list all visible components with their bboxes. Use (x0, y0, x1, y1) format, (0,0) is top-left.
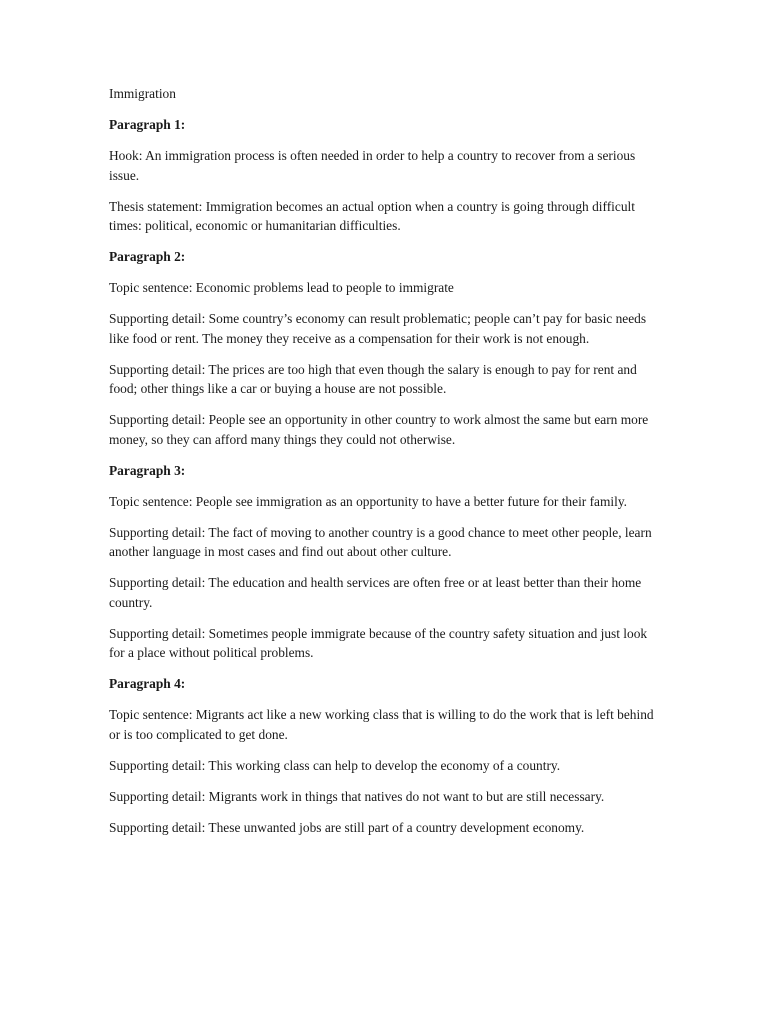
supporting-detail-text: Supporting detail: The fact of moving to another country is a good chance to meet other people, learn another language in most cases and find out about other culture. (109, 524, 652, 559)
section-heading: Paragraph 4: (109, 676, 186, 691)
document-page (109, 84, 664, 849)
supporting-detail-text: Supporting detail: Migrants work in things that natives do not want to but are still necessary. (109, 788, 605, 804)
section-paragraph-4 (109, 674, 664, 837)
thesis-statement-text: Thesis statement: Immigration becomes an actual option when a country is going through difficult times: political, economic or humanitarian difficulties. (109, 198, 635, 233)
supporting-detail-text: Supporting detail: This working class can help to develop the economy of a country. (109, 757, 561, 773)
section-paragraph-2 (109, 247, 664, 449)
supporting-detail-text: Supporting detail: Sometimes people immigrate because of the country safety situation and just look for a place without political problems. (109, 625, 648, 660)
section-paragraph-1 (109, 115, 664, 236)
supporting-detail-text: Supporting detail: Some country’s economy can result problematic; people can’t pay for basic needs like food or rent. The money they receive as a compensation for their work is not enough. (109, 311, 647, 346)
section-paragraph-3 (109, 461, 664, 663)
topic-sentence-text: Topic sentence: People see immigration as an opportunity to have a better future for their family. (109, 493, 628, 509)
section-heading: Paragraph 1: (109, 117, 186, 132)
supporting-detail-text: Supporting detail: People see an opportunity in other country to work almost the same but earn more money, so they can afford many things they could not otherwise. (109, 412, 649, 447)
section-heading: Paragraph 3: (109, 462, 186, 478)
document-title: Immigration (109, 86, 176, 101)
topic-sentence-text: Topic sentence: Economic problems lead to people to immigrate (109, 280, 454, 295)
supporting-detail-text: Supporting detail: The education and health services are often free or at least better than their home country. (109, 575, 642, 610)
section-heading: Paragraph 2: (109, 249, 186, 264)
hook-text: Hook: An immigration process is often needed in order to help a country to recover from a serious issue. (109, 148, 636, 183)
supporting-detail-text: Supporting detail: These unwanted jobs are still part of a country development economy. (109, 819, 585, 835)
topic-sentence-text: Topic sentence: Migrants act like a new working class that is willing to do the work that is left behind or is too complicated to get done. (109, 707, 654, 742)
supporting-detail-text: Supporting detail: The prices are too high that even though the salary is enough to pay for rent and food; other things like a car or buying a house are not possible. (109, 361, 637, 396)
